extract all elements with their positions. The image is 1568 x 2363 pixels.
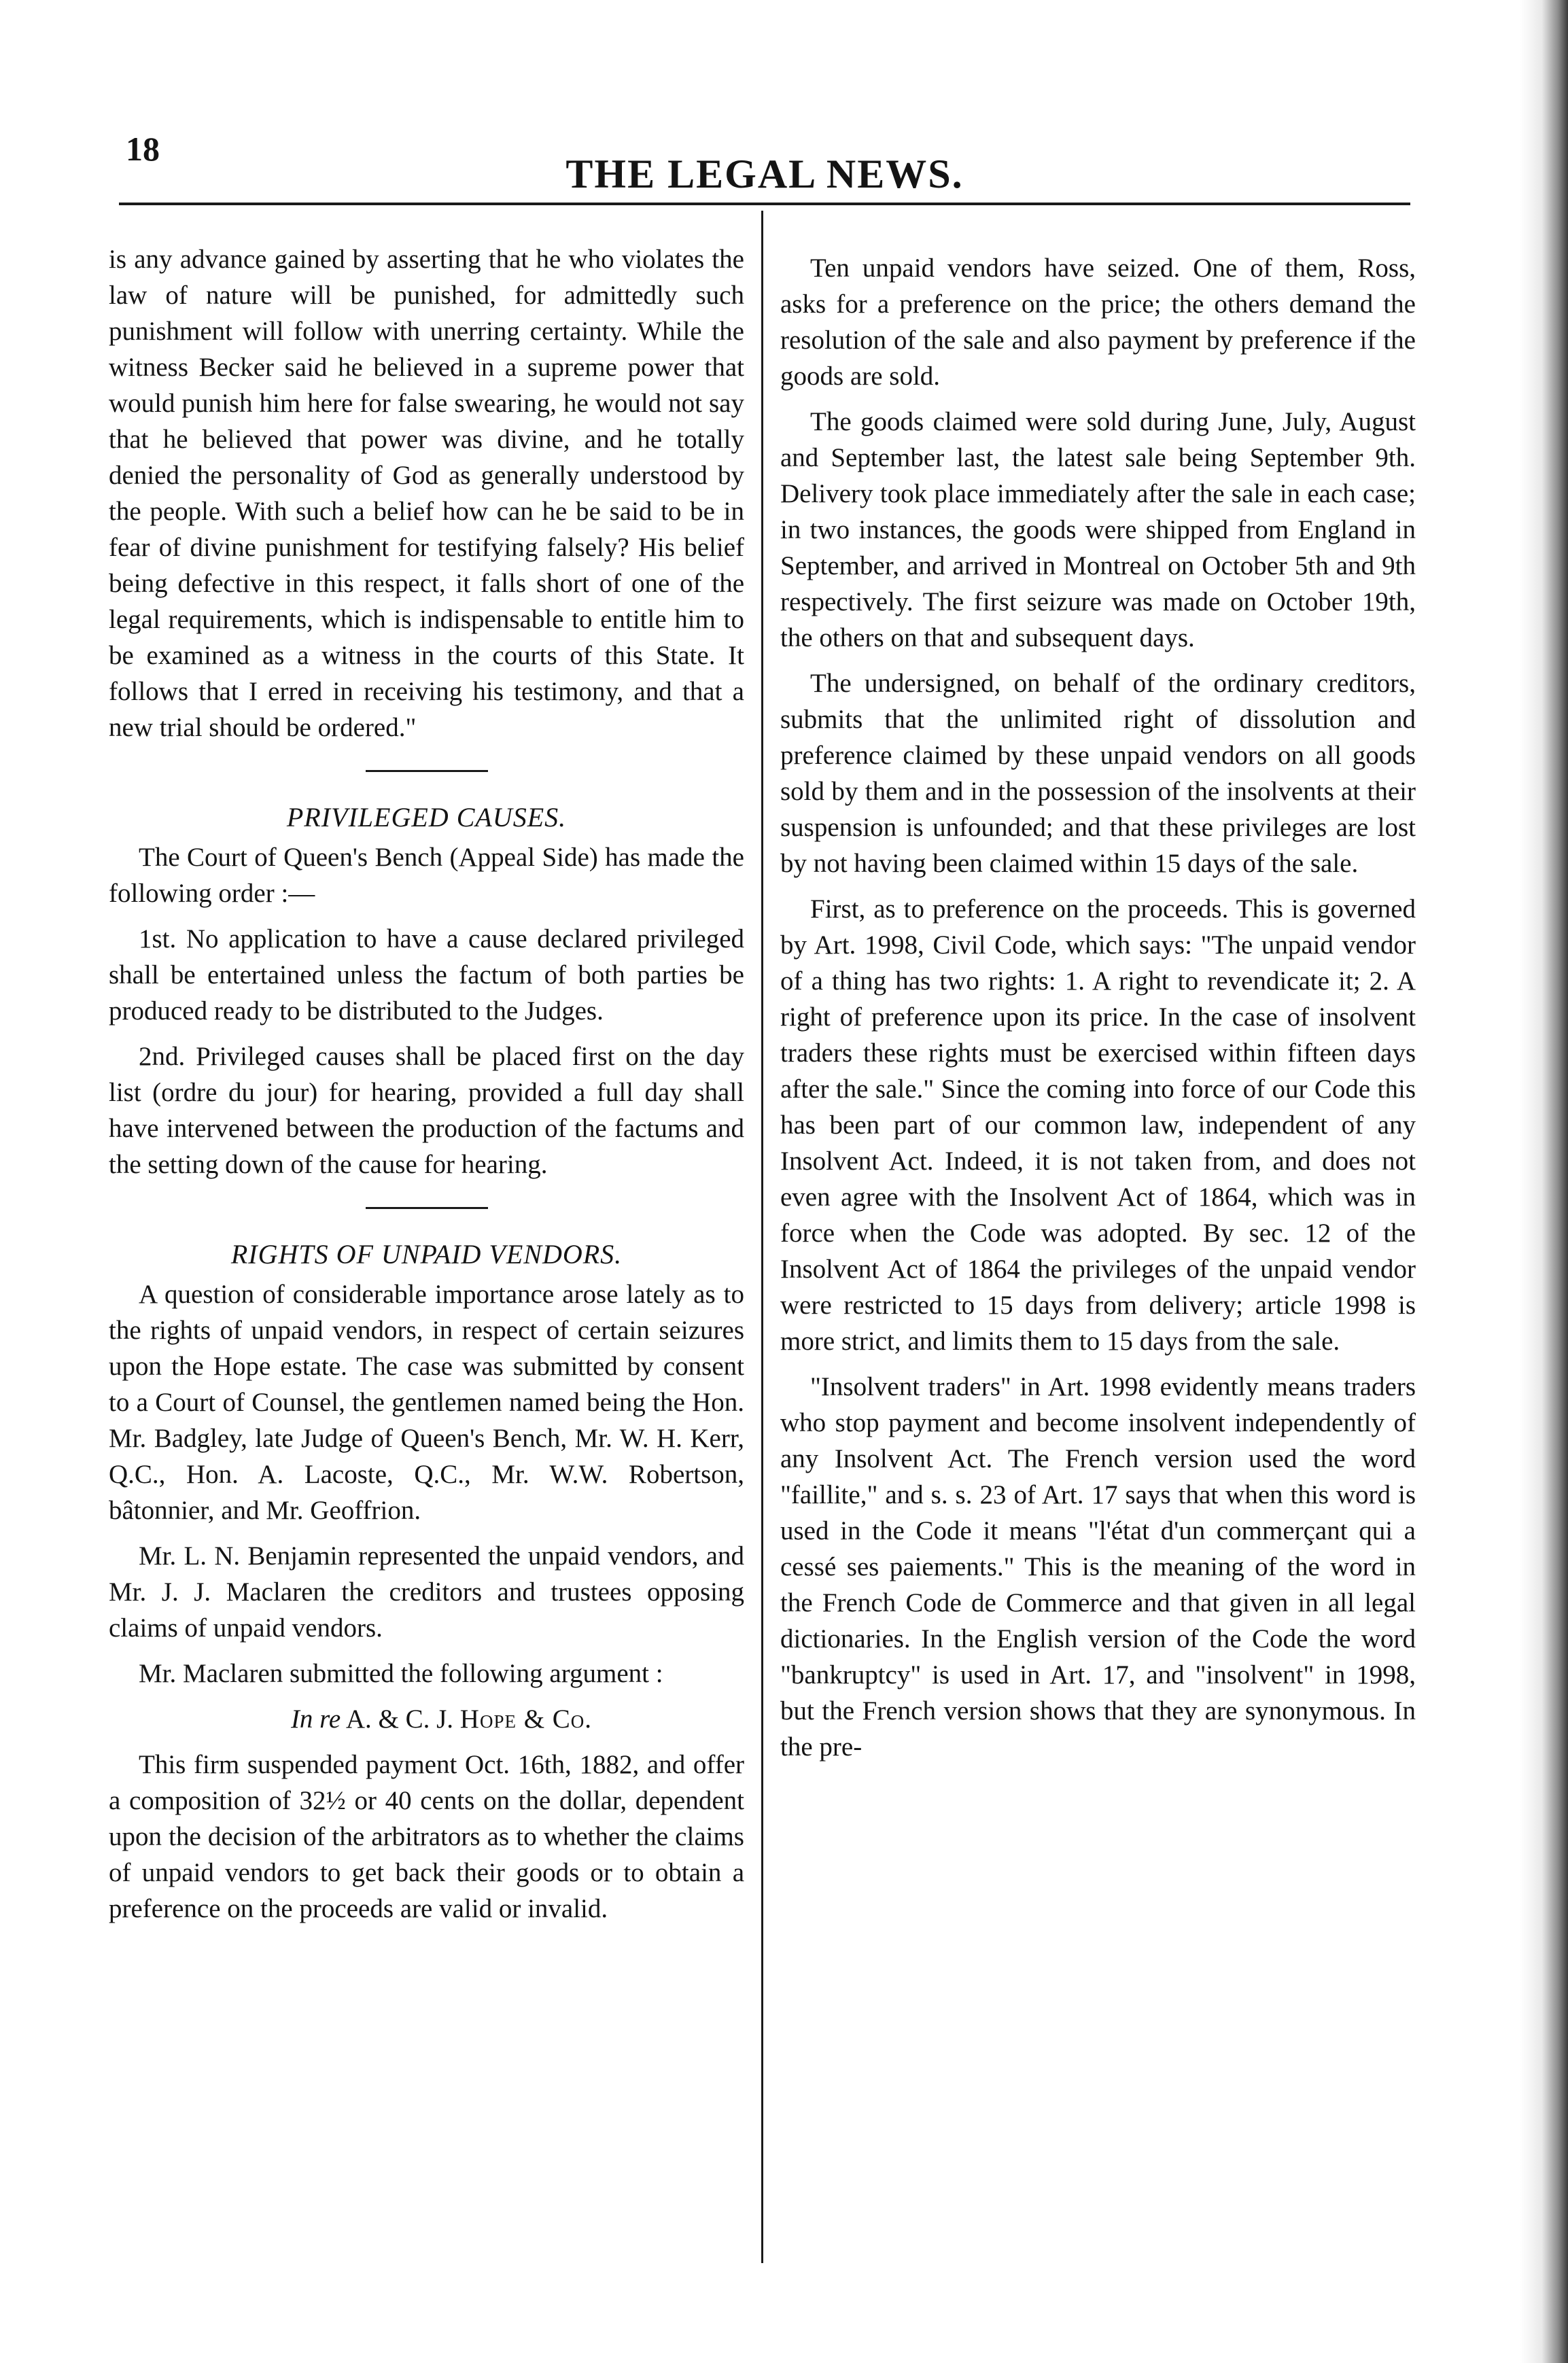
paragraph: A question of considerable importance arose lately as to the rights of unpaid vendors, in respect of certain seizures upon the Hope estate. The case was submitted by consent to a Court of Counsel, the gentlemen named being the Hon. Mr. Badgley, late Judge of Queen's Bench, Mr. W. H. Kerr, Q.C., Hon. A. Lacoste, Q.C., Mr. W.W. Robertson, bâtonnier, and Mr. Geoffrion. [109, 1280, 744, 1525]
paragraph: Mr. L. N. Benjamin represented the unpaid vendors, and Mr. J. J. Maclaren the creditors and trustees opposing claims of unpaid vendors. [109, 1541, 744, 1643]
section-heading-privileged-causes: PRIVILEGED CAUSES. [286, 802, 567, 833]
paragraph: The undersigned, on behalf of the ordinary creditors, submits that the unlimited right of dissolution and preference claimed by these unpaid vendors on all goods sold by them and in the possession of the insolvents at their suspension is unfounded; and that these privileges are lost by not having been claimed within 15 days of the sale. [780, 669, 1416, 878]
continued-paragraph: is any advance gained by asserting that he who violates the law of nature will be punished, for admittedly such punishment will follow with unerring certainty. While the witness Becker said he believed in a supreme power that would punish him here for false swearing, he would not say that he believed that power was divine, and he totally denied the personality of God as generally understood by the people. With such a belief how can he be said to be in fear of divine punishment for testifying falsely? His belief being defective in this respect, it falls short of one of the legal requirements, which is indispensable to entitle him to be examined as a witness in the courts of this State. It follows that I erred in receiving his testimony, and that a new trial should be ordered." [109, 245, 744, 742]
paragraph: This firm suspended payment Oct. 16th, 1882, and offer a composition of 32½ or 40 cents on the dollar, dependent upon the decision of the arbitrators as to whether the claims of unpaid vendors to get back their goods or to obtain a preference on the proceeds are valid or invalid. [109, 1750, 744, 1923]
page-header [119, 129, 1410, 204]
section-heading-unpaid-vendors: RIGHTS OF UNPAID VENDORS. [230, 1239, 623, 1270]
paragraph: The Court of Queen's Bench (Appeal Side) has made the following order :— [109, 843, 744, 908]
paragraph: 1st. No application to have a cause declared privileged shall be entertained unless the factum of both parties be produced ready to be distributed to the Judges. [109, 924, 744, 1026]
paragraph: Ten unpaid vendors have seized. One of them, Ross, asks for a preference on the price; the others demand the resolution of the sale and also payment by preference if the goods are sold. [780, 253, 1416, 391]
section-divider [366, 1207, 488, 1209]
paragraph: 2nd. Privileged causes shall be placed first on the day list (ordre du jour) for hearing, provided a full day shall have intervened between the production of the factums and the setting down of the cause for hearing. [109, 1042, 744, 1179]
header-rule [119, 203, 1410, 205]
column-divider [761, 211, 763, 2263]
right-column [780, 250, 1416, 1774]
case-name-initials: A. & C. J. [345, 1704, 454, 1734]
page-number: 18 [126, 130, 160, 168]
case-in-re: In re [290, 1704, 341, 1734]
section-divider [366, 770, 488, 772]
running-title: THE LEGAL NEWS. [565, 152, 964, 196]
case-title [109, 1701, 744, 1737]
left-column [109, 241, 744, 1936]
case-name-firm: Hope & Co. [459, 1704, 593, 1734]
paragraph: "Insolvent traders" in Art. 1998 evidently means traders who stop payment and become insolvent independently of any Insolvent Act. The French version used the word "faillite," and s. s. 23 of Art. 17 says that when this word is used in the Code it means "l'état d'un commerçant qui a cessé ses paiements." This is the meaning of the word in the French Code de Commerce and that given in all legal dictionaries. In the English version of the Code the word "bankruptcy" is used in Art. 17, and "insolvent" in 1998, but the French version shows that they are synonymous. In the pre- [780, 1372, 1416, 1762]
paragraph: Mr. Maclaren submitted the following argument : [139, 1659, 663, 1688]
paragraph: First, as to preference on the proceeds. This is governed by Art. 1998, Civil Code, which says: "The unpaid vendor of a thing has two rights: 1. A right to revendicate it; 2. A right of preference upon its price. In the case of insolvent traders these rights must be exercised within fifteen days after the sale." Since the coming into force of our Code this has been part of our common law, independent of any Insolvent Act. Indeed, it is not taken from, and does not even agree with the Insolvent Act of 1864, which was in force when the Code was adopted. By sec. 12 of the Insolvent Act of 1864 the privileges of the unpaid vendor were restricted to 15 days from delivery; article 1998 is more strict, and limits them to 15 days from the sale. [780, 894, 1416, 1356]
page-edge-shadow [1520, 0, 1568, 2363]
paragraph: The goods claimed were sold during June, July, August and September last, the latest sale being September 9th. Delivery took place immediately after the sale in each case; in two instances, the goods were shipped from England in September, and arrived in Montreal on October 5th and 9th respectively. The first seizure was made on October 19th, the others on that and subsequent days. [780, 407, 1416, 652]
